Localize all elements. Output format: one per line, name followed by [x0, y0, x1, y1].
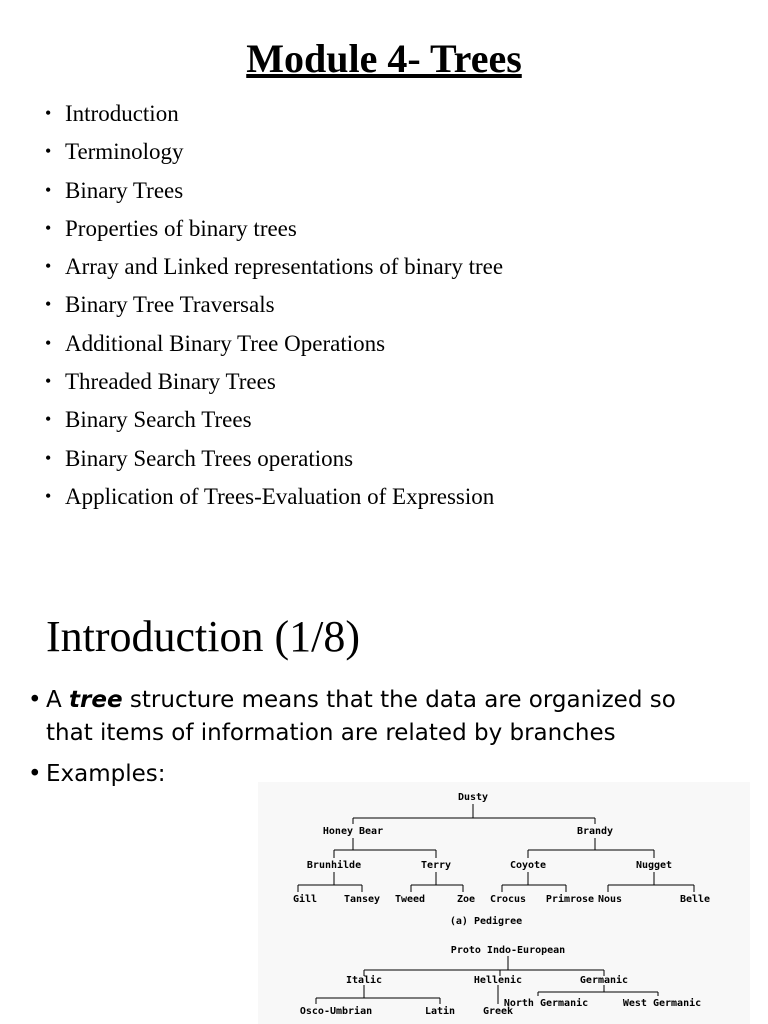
topic-label: Application of Trees-Evaluation of Expression	[65, 483, 495, 509]
topic-item	[45, 439, 503, 477]
tree-diagrams	[258, 782, 750, 1024]
tree-examples-figure	[258, 782, 750, 1024]
topic-item	[45, 94, 503, 132]
bullet-icon: •	[45, 294, 52, 315]
bullet-icon: •	[45, 179, 52, 200]
topic-label: Properties of binary trees	[65, 215, 297, 241]
bullet-icon: •	[45, 371, 52, 392]
pedigree-node: Honey Bear	[322, 826, 384, 837]
pedigree-node: Brunhilde	[306, 860, 362, 871]
topic-item	[45, 285, 503, 323]
pedigree-edges	[298, 804, 694, 892]
topic-item	[45, 477, 503, 515]
lineal-node: Germanic	[579, 975, 629, 986]
lineal-node: West Germanic	[622, 998, 702, 1009]
lineal-node: Hellenic	[473, 975, 523, 986]
topic-item	[45, 171, 503, 209]
topic-label: Binary Tree Traversals	[65, 292, 275, 318]
lineal-node: Italic	[345, 975, 383, 986]
bullet-icon: •	[45, 217, 52, 238]
pedigree-caption: (a) Pedigree	[449, 916, 523, 927]
topic-item	[45, 400, 503, 438]
examples-label: Examples:	[46, 761, 166, 787]
bullet-icon: •	[45, 447, 52, 468]
pedigree-node: Brandy	[576, 826, 614, 837]
intro-title: Introduction (1/8)	[46, 612, 361, 661]
pedigree-leaf: Belle	[679, 894, 711, 905]
topic-label: Introduction	[65, 101, 179, 126]
topic-label: Binary Trees	[65, 177, 184, 203]
intro-point-definition	[28, 684, 726, 750]
topic-item	[45, 209, 503, 247]
topic-label: Array and Linked representations of binary tree	[65, 254, 504, 280]
bullet-icon: •	[28, 761, 42, 787]
bullet-icon: •	[45, 141, 52, 162]
bullet-icon: •	[45, 409, 52, 430]
pedigree-root: Dusty	[457, 792, 489, 803]
lineal-node: Latin	[424, 1006, 456, 1017]
topic-item	[45, 132, 503, 170]
topic-label: Binary Search Trees	[65, 407, 252, 433]
topic-label: Terminology	[65, 139, 184, 165]
topic-item	[45, 362, 503, 400]
bullet-icon: •	[45, 485, 52, 506]
bullet-icon: •	[45, 332, 52, 353]
pedigree-labels	[293, 792, 710, 927]
pedigree-leaf: Zoe	[456, 894, 476, 905]
pedigree-node: Terry	[420, 860, 452, 871]
lineal-node: North Germanic	[503, 998, 589, 1009]
pedigree-node: Nugget	[635, 860, 673, 871]
pedigree-leaf: Nous	[597, 894, 623, 905]
pedigree-node: Coyote	[509, 860, 547, 871]
lineal-labels	[300, 945, 701, 1017]
definition-prefix: A	[46, 687, 70, 713]
topic-list	[45, 94, 503, 515]
topic-item	[45, 247, 503, 285]
lineal-node: Osco-Umbrian	[299, 1006, 373, 1017]
module-title: Module 4- Trees	[246, 36, 522, 81]
lineal-root: Proto Indo-European	[450, 945, 566, 956]
pedigree-leaf: Tweed	[394, 894, 426, 905]
lineal-node: Greek	[482, 1006, 514, 1017]
bullet-icon: •	[28, 687, 42, 713]
topic-label: Additional Binary Tree Operations	[65, 330, 386, 356]
pedigree-leaf: Tansey	[343, 894, 381, 905]
bullet-icon: •	[45, 103, 52, 123]
pedigree-leaf: Crocus	[489, 894, 527, 905]
topic-item	[45, 324, 503, 362]
definition-rest: structure means that the data are organized so that items of information are related by branches	[46, 687, 676, 746]
topic-label: Threaded Binary Trees	[65, 369, 276, 395]
definition-text	[46, 684, 726, 750]
bullet-icon: •	[45, 256, 52, 277]
pedigree-leaf: Primrose	[545, 894, 595, 905]
pedigree-leaf: Gill	[292, 894, 318, 905]
tree-keyword: tree	[69, 687, 123, 713]
topic-label: Binary Search Trees operations	[65, 445, 354, 471]
